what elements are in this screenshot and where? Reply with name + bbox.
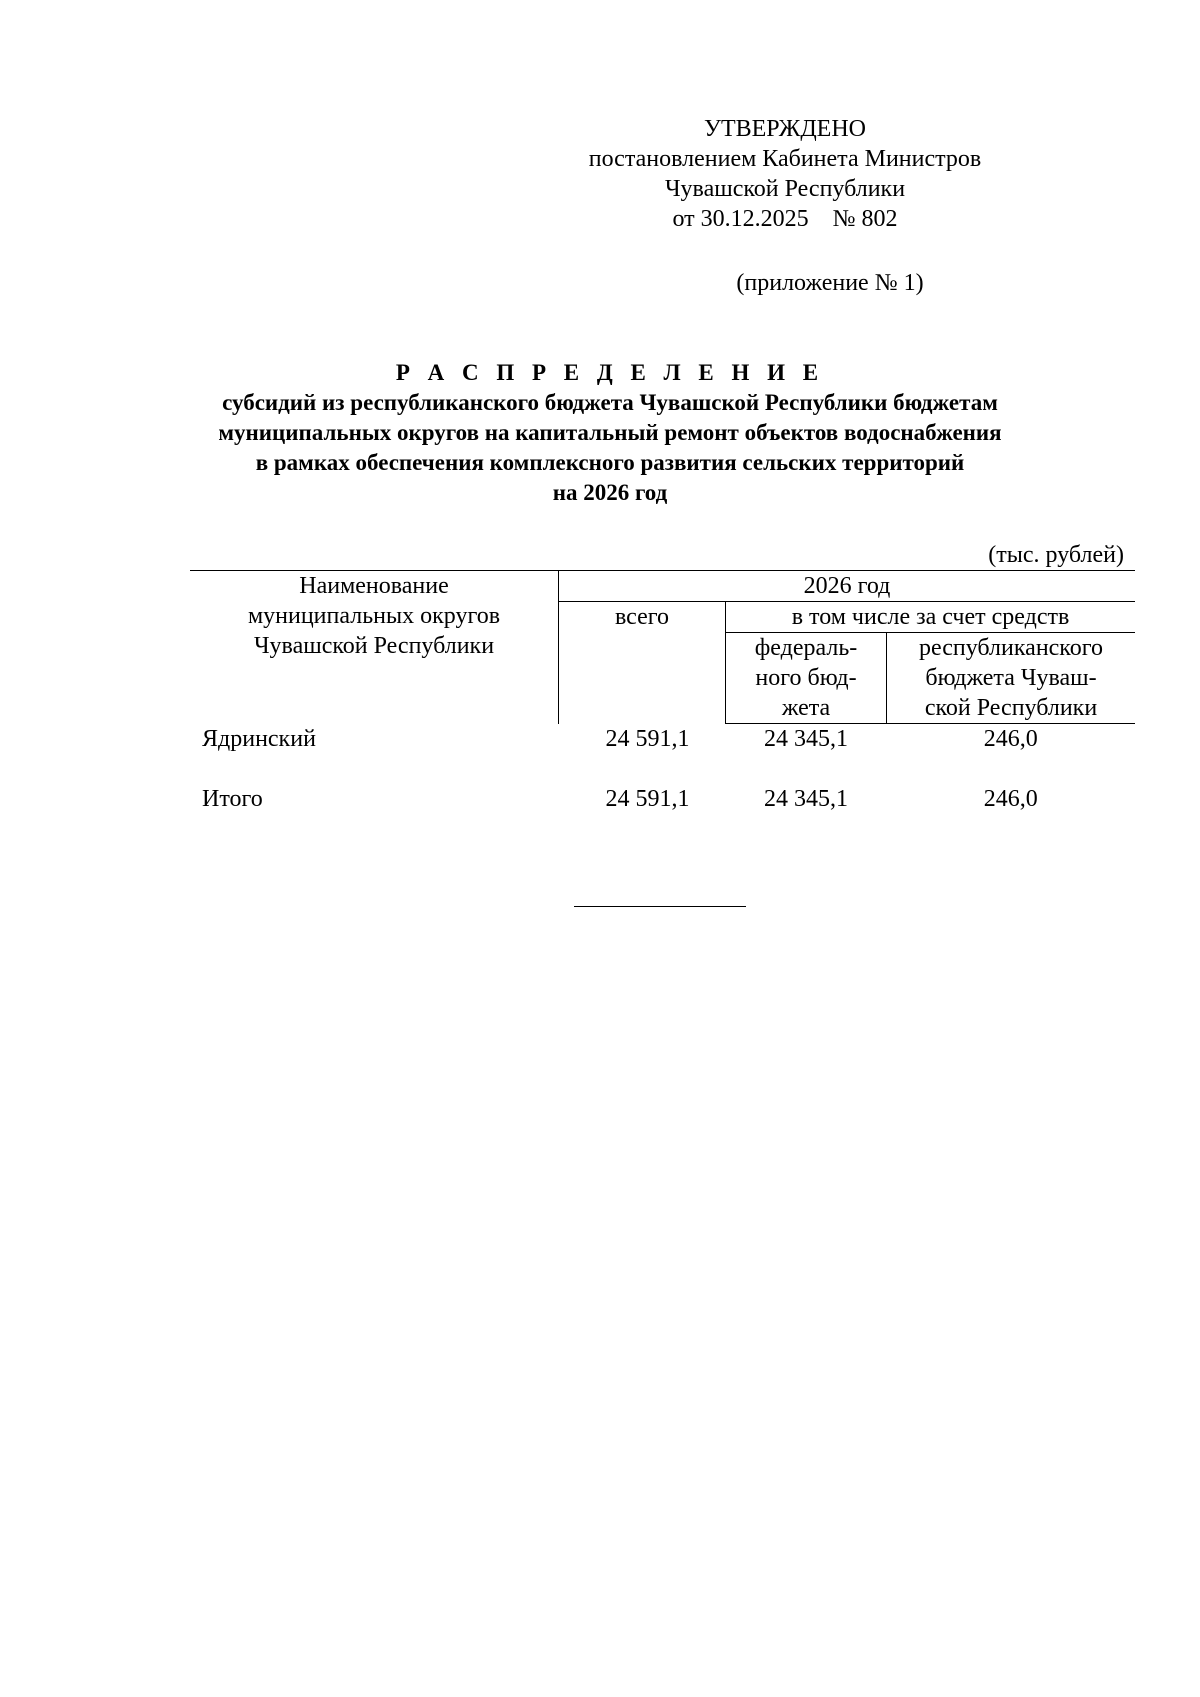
heading-line-2: муниципальных округов на капитальный ремонт объектов водоснабжения (218, 420, 1002, 445)
row-name: Ядринский (202, 725, 316, 752)
header-republic (887, 633, 1136, 724)
table-totals-row (190, 784, 1135, 814)
header-name-line-2: муниципальных округов (247, 603, 501, 629)
table-spacer (190, 754, 1135, 784)
approval-republic: Чувашской Республики (664, 176, 906, 202)
header-name (190, 571, 559, 724)
header-federal-line-1: федераль- (754, 635, 858, 661)
row-total: 24 591,1 (605, 725, 690, 752)
document-heading (150, 358, 1070, 508)
heading-line-1: субсидий из республиканского бюджета Чувашской Республики бюджетам (222, 390, 998, 415)
totals-republic: 246,0 (983, 786, 1038, 812)
approval-block (495, 114, 1075, 234)
row-federal: 24 345,1 (764, 726, 848, 752)
header-total: всего (559, 602, 726, 724)
header-republic-line-2: бюджета Чуваш- (925, 665, 1097, 691)
appendix-label: (приложение № 1) (736, 270, 924, 296)
units-label: (тыс. рублей) (988, 542, 1124, 568)
header-republic-line-1: республиканского (919, 635, 1103, 661)
header-year: 2026 год (559, 571, 1136, 602)
header-name-line-3: Чувашской Республики (253, 633, 495, 659)
totals-federal: 24 345,1 (764, 786, 848, 812)
approval-date-number: от 30.12.2025 № 802 (672, 206, 898, 232)
header-including: в том числе за счет средств (726, 602, 1136, 633)
table-row (190, 724, 1135, 755)
heading-line-3: в рамках обеспечения комплексного развития сельских территорий (255, 450, 965, 475)
header-republic-line-3: ской Республики (924, 695, 1098, 721)
header-federal-line-2: ного бюд- (755, 665, 857, 691)
end-divider (574, 906, 746, 907)
row-republic: 246,0 (983, 726, 1038, 752)
heading-line-4: на 2026 год (552, 480, 668, 505)
totals-name: Итого (202, 786, 263, 812)
totals-total: 24 591,1 (605, 786, 690, 812)
heading-title: Р А С П Р Е Д Е Л Е Н И Е (395, 360, 825, 385)
approval-title: УТВЕРЖДЕНО (703, 116, 867, 142)
distribution-table (190, 570, 1135, 814)
header-federal-line-3: жета (781, 695, 831, 721)
header-name-line-1: Наименование (299, 573, 449, 599)
header-federal (726, 633, 887, 724)
approval-resolution: постановлением Кабинета Министров (588, 146, 982, 172)
